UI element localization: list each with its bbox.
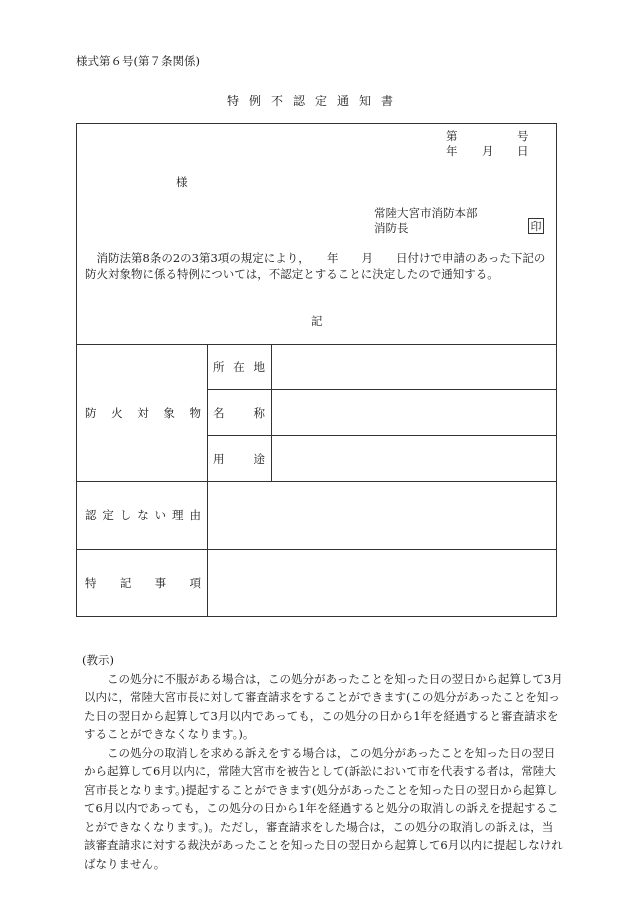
document-title: 特例不認定通知書 [226, 94, 403, 108]
name-label: 名 称 [213, 406, 265, 420]
number-label: 第 [446, 129, 458, 143]
use-label: 用 途 [213, 452, 265, 466]
instructions [84, 651, 564, 873]
divider [77, 549, 556, 550]
divider [271, 344, 272, 481]
reason-label: 認 定 し な い 理 由 [85, 508, 201, 522]
notice-body: 消防法第8条の2の3第3項の規定により， 年 月 日付けで申請のあった下記の防火対象物に係る特例については，不認定とすることに決定したので通知する。 [85, 251, 546, 281]
date-month: 月 [482, 144, 494, 158]
divider [77, 481, 556, 482]
ki-label: 記 [311, 314, 323, 328]
number-suffix: 号 [517, 129, 529, 143]
object-label: 防 火 対 象 物 [85, 406, 201, 420]
addressee-suffix: 様 [176, 175, 188, 189]
instructions-paragraph-2: この処分の取消しを求める訴えをする場合は，この処分があったことを知った日の翌日から起算して6月以内に，常陸大宮市を被告として(訴訟において市を代表する者は，常陸大宮市長となります。)提起することができます(処分があったことを知った日の翌日から起算して6月以内であっても，この処分の日から1年を経過すると処分の取消しの訴えを提起することができなくなります。)。ただし，審査請求をした場合は，この処分の取消しの訴えは，当該審査請求に対する裁決があったことを知った日の翌日から起算して6月以内に提起しなければなりません。 [84, 745, 563, 871]
issuer-title: 消防長 [374, 221, 409, 235]
notice-form [76, 123, 557, 617]
issuer-org: 常陸大宮市消防本部 [374, 206, 478, 220]
divider [207, 389, 556, 390]
instructions-header: (教示) [82, 653, 114, 667]
location-label: 所 在 地 [213, 360, 265, 374]
date-year: 年 [446, 144, 458, 158]
divider [207, 344, 208, 616]
remarks-label: 特 記 事 項 [85, 576, 201, 590]
form-number: 様式第６号(第７条関係) [76, 54, 200, 68]
divider [207, 435, 556, 436]
divider [77, 344, 556, 345]
seal-mark: 印 [528, 218, 544, 234]
instructions-paragraph-1: この処分に不服がある場合は，この処分があったことを知った日の翌日から起算して3月以内に，常陸大宮市長に対して審査請求をすることができます(この処分があったことを知った日の翌日から起算して3月以内であっても，この処分の日から1年を経過すると審査請求をすることができなくなります。)。 [84, 671, 563, 741]
date-day: 日 [517, 144, 529, 158]
